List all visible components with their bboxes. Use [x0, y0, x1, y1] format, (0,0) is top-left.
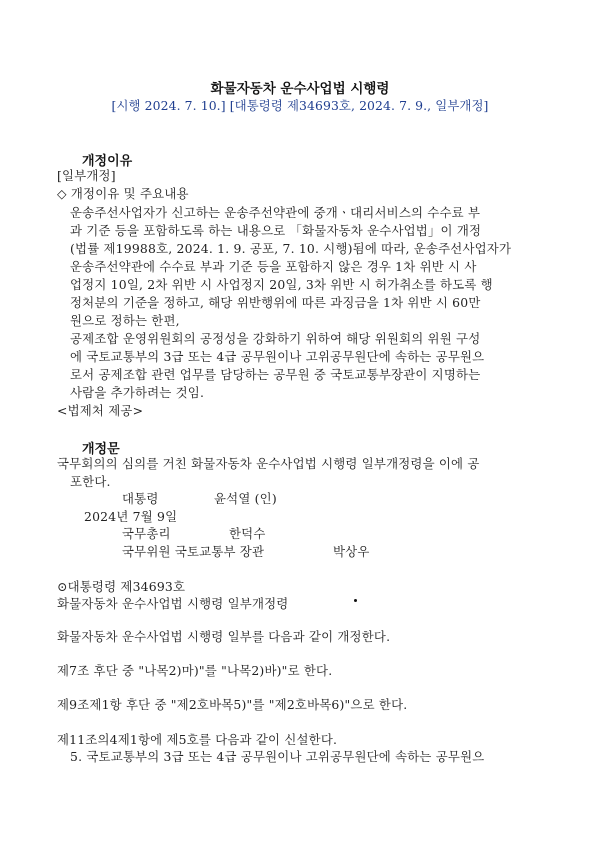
intro-line: 국무회의의 심의를 거친 화물자동차 운수사업법 시행령 일부개정령을 이에 공	[57, 456, 480, 471]
reason-heading: 개정이유	[82, 154, 133, 169]
article-7-amendment: 제7조 후단 중 "나목2)마)"를 "나목2)바)"로 한다.	[57, 663, 333, 678]
article-9-amendment: 제9조제1항 후단 중 "제2호바목5)"를 "제2호바목6)"으로 한다.	[57, 697, 408, 712]
reason-line: (법률 제19988호, 2024. 1. 9. 공포, 7. 10. 시행)됨에 따라, 운송주선사업자가	[70, 241, 512, 256]
stray-dot-mark	[354, 599, 357, 602]
reason-line: 로서 공제조합 관련 업무를 담당하는 공무원 중 국토교통부장관이 지명하는	[70, 367, 481, 382]
reason-line: 운송주선사업자가 신고하는 운송주선약관에 중개ㆍ대리서비스의 수수료 부	[70, 205, 481, 220]
minister-title: 국무위원 국토교통부 장관	[122, 544, 265, 559]
amend-intro: 화물자동차 운수사업법 시행령 일부를 다음과 같이 개정한다.	[57, 629, 391, 644]
president-name: 윤석열 (인)	[214, 491, 277, 506]
reason-line: 정처분의 기준을 정하고, 해당 위반행위에 따른 과징금을 1차 위반 시 60만	[70, 295, 481, 310]
text-heading: 개정문	[82, 442, 120, 457]
article-11-4-amendment: 제11조의4제1항에 제5호를 다음과 같이 신설한다.	[57, 732, 338, 747]
reason-line: 원으로 정하는 한편,	[70, 313, 180, 328]
reason-line: 공제조합 운영위원회의 공정성을 강화하기 위하여 해당 위원회의 위원 구성	[70, 331, 481, 346]
decree-title: 화물자동차 운수사업법 시행령 일부개정령	[57, 596, 289, 611]
reason-line: 사람을 추가하려는 것임.	[70, 385, 205, 400]
pm-title: 국무총리	[122, 526, 171, 541]
reason-line: 과 기준 등을 포함하도록 하는 내용으로 「화물자동차 운수사업법」이 개정	[70, 223, 482, 238]
decree-number: ⊙대통령령 제34693호	[57, 579, 186, 594]
new-item-5: 5. 국토교통부의 3급 또는 4급 공무원이나 고위공무원단에 속하는 공무원으	[70, 749, 485, 764]
source-note: <법제처 제공>	[57, 403, 144, 418]
reason-line: 운송주선약관에 수수료 부과 기준 등을 포함하지 않은 경우 1차 위반 시 사	[70, 259, 477, 274]
president-title: 대통령	[122, 491, 159, 506]
summary-title: ◇ 개정이유 및 주요내용	[57, 186, 189, 201]
document-subtitle: [시행 2024. 7. 10.] [대통령령 제34693호, 2024. 7. 9., 일부개정]	[111, 98, 489, 113]
reason-line: 업정지 10일, 2차 위반 시 사업정지 20일, 3차 위반 시 허가취소를 하도록 행	[70, 277, 493, 292]
document-title: 화물자동차 운수사업법 시행령	[210, 81, 390, 97]
minister-name: 박상우	[333, 544, 370, 559]
intro-line: 포한다.	[70, 474, 111, 489]
promulgation-date: 2024년 7월 9일	[84, 509, 178, 524]
pm-name: 한덕수	[229, 526, 266, 541]
reason-line: 에 국토교통부의 3급 또는 4급 공무원이나 고위공무원단에 속하는 공무원으	[70, 349, 485, 364]
revision-tag: [일부개정]	[57, 168, 116, 183]
